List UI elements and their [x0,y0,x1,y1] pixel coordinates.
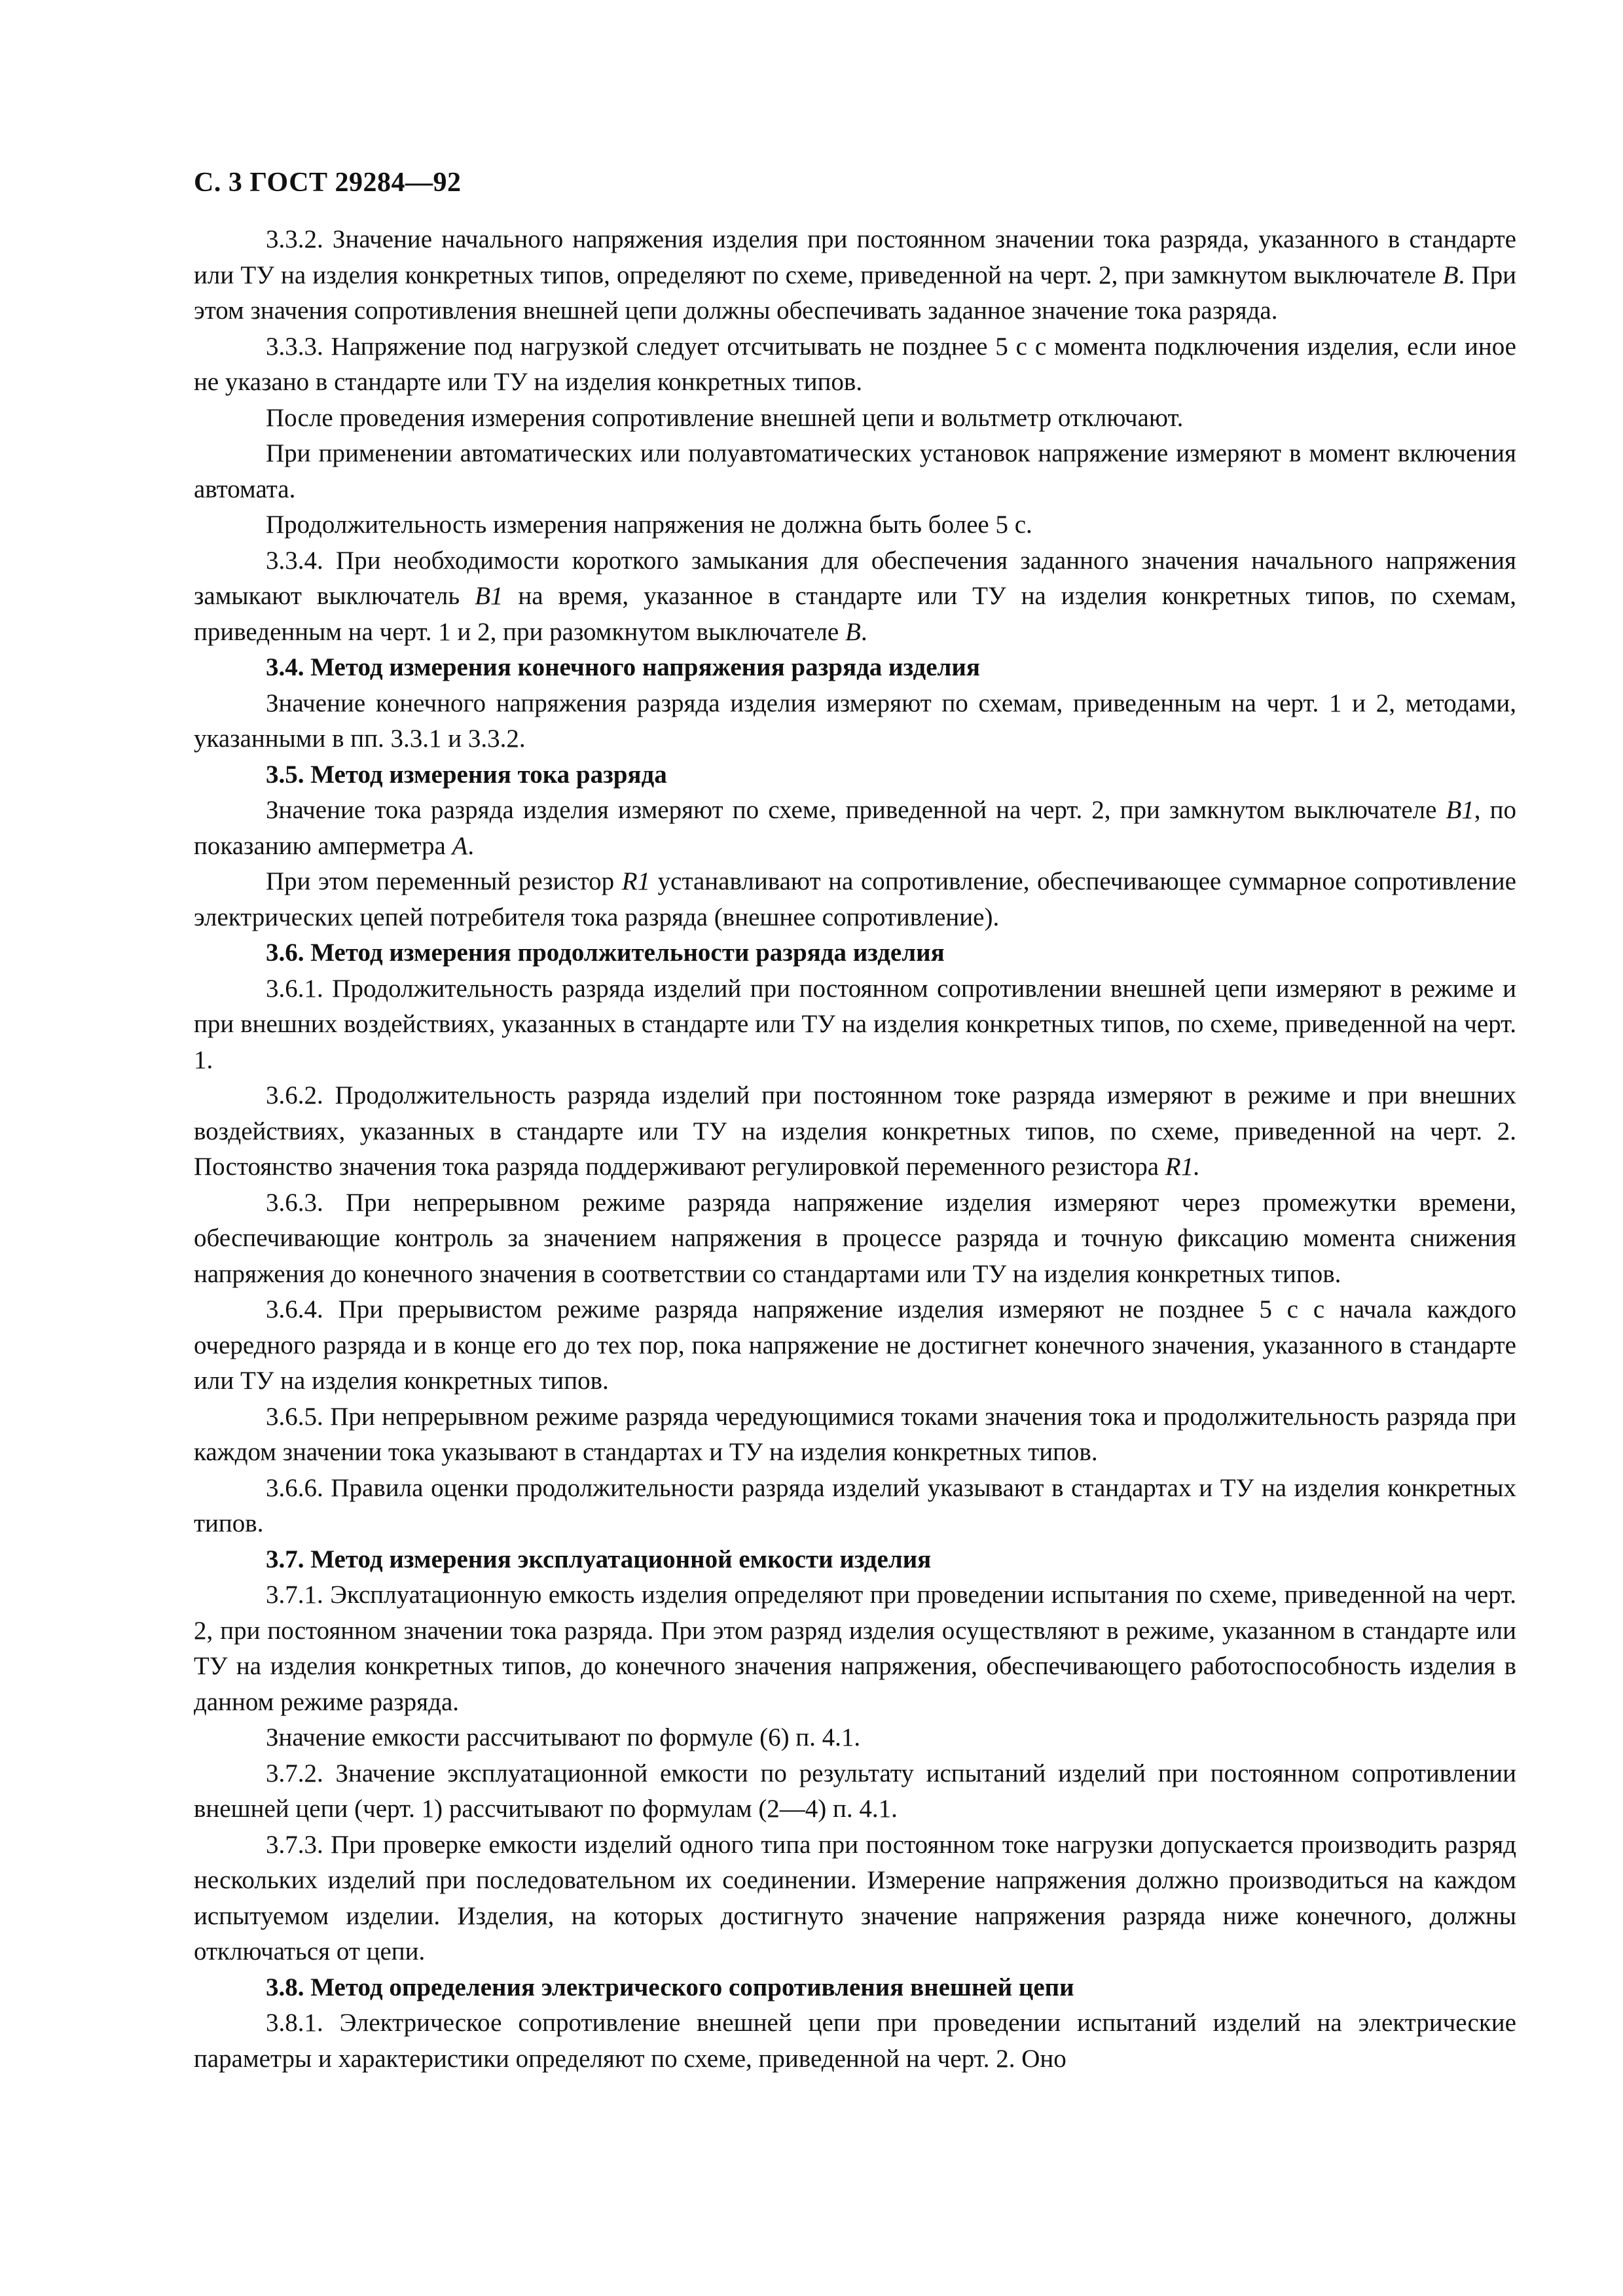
section-heading [194,935,1516,971]
text-run: 3.7.1. Эксплуатационную емкость изделия определяют при проведении испытания по схеме, приведенной на черт. 2, при постоянном значении тока разряда. При этом разряд изделия осуществляют в режиме, указанном в стандарте или ТУ на изделия конкретных типов, до конечного значения напряжения, обеспечивающего работоспособность изделия в данном режиме разряда. [194,1581,1516,1716]
text-run: на время, указанное в стандарте или ТУ на изделия конкретных типов, по схемам, приведенным на черт. 1 и 2, при разомкнутом выключателе [194,582,1516,646]
text-run: 3.6.5. При непрерывном режиме разряда чередующимися токами значения тока и продолжительность разряда при каждом значении тока указывают в стандартах и ТУ на изделия конкретных типов. [194,1402,1516,1466]
section-heading [194,1542,1516,1578]
text-run: 3.7.2. Значение эксплуатационной емкости по результату испытаний изделий при постоянном сопротивлении внешней цепи (черт. 1) рассчитывают по формулам (2—4) п. 4.1. [194,1759,1516,1823]
paragraph [194,1292,1516,1399]
italic-symbol: B [845,617,861,646]
paragraph [194,1720,1516,1756]
text-run: 3.4. Метод измерения конечного напряжения разряда изделия [266,653,980,681]
paragraph [194,1577,1516,1720]
text-run: Значение емкости рассчитывают по формуле (6) п. 4.1. [266,1723,861,1751]
text-run: 3.6. Метод измерения продолжительности разряда изделия [266,939,945,967]
text-run: 3.3.2. Значение начального напряжения изделия при постоянном значении тока разряда, указанного в стандарте или ТУ на изделия конкретных типов, определяют по схеме, приведенной на черт. 2, при замкнутом выключателе [194,225,1516,289]
italic-symbol: R1 [621,867,651,895]
text-run: Продолжительность измерения напряжения не должна быть более 5 с. [266,511,1032,539]
text-run: Значение тока разряда изделия измеряют по схеме, приведенной на черт. 2, при замкнутом выключателе [266,796,1446,824]
text-run: После проведения измерения сопротивление внешней цепи и вольтметр отключают. [266,403,1184,432]
text-run: . [860,617,867,646]
text-run: 3.5. Метод измерения тока разряда [266,760,667,789]
page-header: С. 3 ГОСТ 29284—92 [194,168,462,198]
paragraph [194,436,1516,507]
document-body [194,222,1516,2077]
document-page [194,165,1516,2077]
paragraph [194,1756,1516,1827]
text-run: 3.7. Метод измерения эксплуатационной емкости изделия [266,1545,932,1573]
paragraph [194,1399,1516,1471]
text-run: 3.6.6. Правила оценки продолжительности разряда изделий указывают в стандартах и ТУ на изделия конкретных типов. [194,1473,1516,1537]
paragraph [194,329,1516,401]
text-run: 3.6.3. При непрерывном режиме разряда напряжение изделия измеряют через промежутки времени, обеспечивающие контроль за значением напряжения в процессе разряда и точную фиксацию момента снижения напряжения до конечного значения в соответствии со стандартами или ТУ на изделия конкретных типов. [194,1188,1516,1288]
paragraph [194,864,1516,935]
paragraph [194,507,1516,543]
paragraph [194,1185,1516,1293]
italic-symbol: B [1442,260,1459,289]
paragraph [194,543,1516,651]
text-run: Значение конечного напряжения разряда изделия измеряют по схемам, приведенным на черт. 1 и 2, методами, указанными в пп. 3.3.1 и 3.3.2. [194,689,1516,753]
paragraph [194,1471,1516,1542]
text-run: 3.8. Метод определения электрического сопротивления внешней цепи [266,1973,1074,2001]
paragraph [194,1078,1516,1185]
text-run: 3.3.4. При необходимости короткого замыкания для обеспечения заданного значения начального напряжения замыкают выключатель [194,546,1516,610]
text-run: 3.8.1. Электрическое сопротивление внешней цепи при проведении испытаний изделий на электрические параметры и характеристики определяют по схеме, приведенной на черт. 2. Оно [194,2009,1516,2073]
text-run: 3.7.3. При проверке емкости изделий одного типа при постоянном токе нагрузки допускается производить разряд нескольких изделий при последовательном их соединении. Измерение напряжения должно производиться на каждом испытуемом изделии. Изделия, на которых достигнуто значение напряжения разряда ниже конечного, должны отключаться от цепи. [194,1830,1516,1965]
text-run: , по показанию амперметра [194,796,1516,860]
italic-symbol: B1 [475,582,503,610]
paragraph [194,222,1516,329]
text-run: устанавливают на сопротивление, обеспечивающее суммарное сопротивление электрических цепей потребителя тока разряда (внешнее сопротивление). [194,867,1516,931]
section-heading [194,1970,1516,2006]
text-run: При этом переменный резистор [266,867,622,895]
text-run: . При этом значения сопротивления внешней цепи должны обеспечивать заданное значение тока разряда. [194,260,1516,325]
paragraph [194,401,1516,437]
italic-symbol: R1. [1165,1153,1200,1181]
text-run: . [467,831,475,860]
text-run: 3.6.4. При прерывистом режиме разряда напряжение изделия измеряют не позднее 5 с с начала каждого очередного разряда и в конце его до тех пор, пока напряжение не достигнет конечного значения, указанного в стандарте или ТУ на изделия конкретных типов. [194,1295,1516,1395]
paragraph [194,1827,1516,1970]
text-run: При применении автоматических или полуавтоматических установок напряжение измеряют в момент включения автомата. [194,439,1516,503]
text-run: 3.3.3. Напряжение под нагрузкой следует отсчитывать не позднее 5 с с момента подключения изделия, если иное не указано в стандарте или ТУ на изделия конкретных типов. [194,332,1516,396]
section-heading [194,650,1516,686]
text-run: 3.6.2. Продолжительность разряда изделий при постоянном токе разряда измеряют в режиме и при внешних воздействиях, указанных в стандарте или ТУ на изделия конкретных типов, по схеме, приведенной на черт. 2. Постоянство значения тока разряда поддерживают регулировкой переменного резистора [194,1081,1516,1181]
italic-symbol: A [452,831,468,860]
paragraph [194,2005,1516,2077]
paragraph [194,686,1516,757]
paragraph [194,971,1516,1079]
text-run: 3.6.1. Продолжительность разряда изделий при постоянном сопротивлении внешней цепи измеряют в режиме и при внешних воздействиях, указанных в стандарте или ТУ на изделия конкретных типов, по схеме, приведенной на черт. 1. [194,974,1516,1074]
italic-symbol: B1 [1446,796,1474,824]
section-heading [194,757,1516,793]
paragraph [194,793,1516,864]
